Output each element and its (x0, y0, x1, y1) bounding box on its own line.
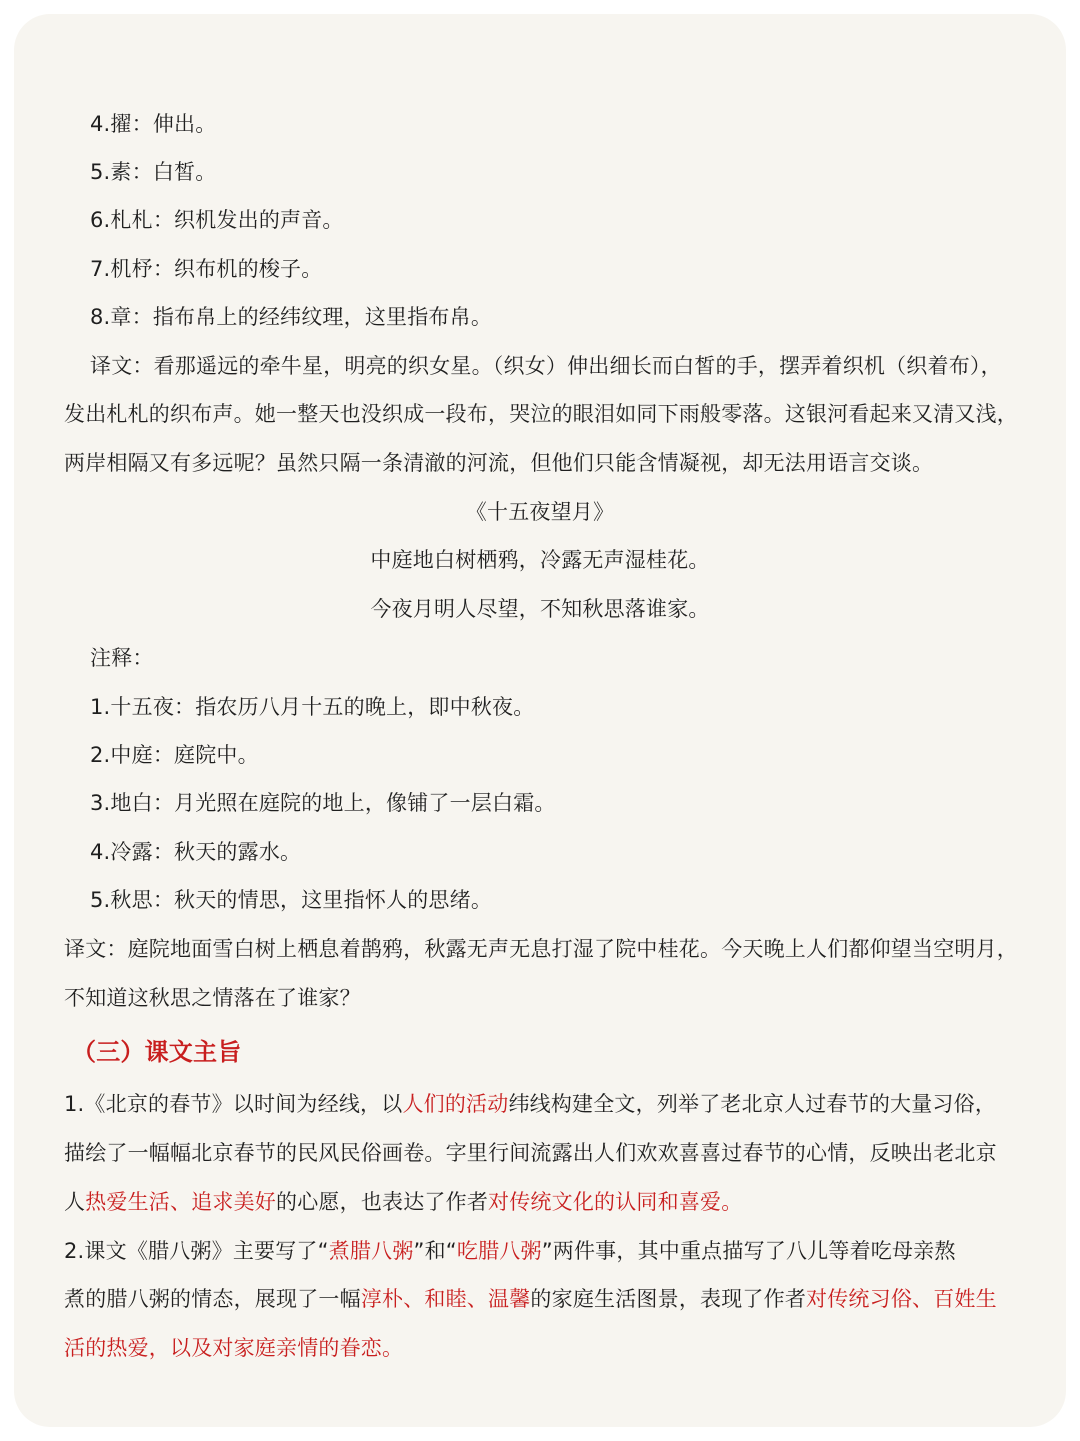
theme-2-text: 的家庭生活图景，表现了作者 (530, 1287, 807, 1311)
translation-b-line-2: 不知道这秋思之情落在了谁家？ (64, 986, 361, 1010)
translation-b-line-1: 译文：庭院地面雪白树上栖息着鹊鸦，秋露无声无息打湿了院中桂花。今天晚上人们都仰望当空明月， (64, 937, 1018, 961)
theme-1-text: 1.《北京的春节》以时间为经线，以 (64, 1092, 403, 1116)
document-page (14, 14, 1066, 1427)
poem-title: 《十五夜望月》 (465, 500, 615, 524)
note-b-5: 5.秋思：秋天的情思，这里指怀人的思绪。 (90, 888, 493, 912)
theme-1-text: 纬线构建全文，列举了老北京人过春节的大量习俗， (508, 1092, 997, 1116)
theme-2-text: 煮的腊八粥的情态，展现了一幅 (64, 1287, 361, 1311)
note-a-5: 5.素：白皙。 (90, 160, 217, 184)
note-b-3: 3.地白：月光照在庭院的地上，像铺了一层白霜。 (90, 791, 556, 815)
translation-a-line-2: 发出札札的织布声。她一整天也没织成一段布，哭泣的眼泪如同下雨般零落。这银河看起来又清又浅， (64, 402, 1018, 426)
note-b-2: 2.中庭：庭院中。 (90, 743, 259, 767)
theme-2-highlight: 吃腊八粥 (456, 1239, 542, 1263)
theme-2-text: 2.课文《腊八粥》主要写了“ (64, 1239, 329, 1263)
translation-a-line-1: 译文：看那遥远的牵牛星，明亮的织女星。（织女）伸出细长而白皙的手，摆弄着织机（织着布）， (90, 354, 1002, 378)
theme-2-line-3: 活的热爱，以及对家庭亲情的眷恋。 (64, 1336, 404, 1360)
theme-2-text: ”和“ (413, 1239, 457, 1263)
poem-line-2: 今夜月明人尽望，不知秋思落谁家。 (370, 597, 710, 621)
theme-2-line-1 (64, 1235, 956, 1265)
theme-2-highlight: 煮腊八粥 (328, 1239, 414, 1263)
theme-1-line-2: 描绘了一幅幅北京春节的民风民俗画卷。字里行间流露出人们欢欢喜喜过春节的心情，反映出老北京 (64, 1141, 997, 1165)
note-a-6: 6.札札：织机发出的声音。 (90, 208, 344, 232)
note-a-4: 4.擢：伸出。 (90, 112, 217, 136)
note-b-4: 4.冷露：秋天的露水。 (90, 840, 302, 864)
theme-1-text: 人 (64, 1190, 86, 1214)
theme-1-highlight: 热爱生活、追求美好 (85, 1190, 277, 1214)
notes-b-label: 注释： (90, 646, 154, 670)
note-a-8: 8.章：指布帛上的经纬纹理，这里指布帛。 (90, 305, 493, 329)
theme-2-line-2 (64, 1283, 997, 1313)
note-a-7: 7.机杼：织布机的梭子。 (90, 257, 323, 281)
theme-1-line-3 (64, 1186, 742, 1216)
theme-1-text: 的心愿，也表达了作者 (276, 1190, 489, 1214)
note-b-1: 1.十五夜：指农历八月十五的晚上，即中秋夜。 (90, 695, 535, 719)
poem-line-1: 中庭地白树栖鸦，冷露无声湿桂花。 (370, 548, 710, 572)
theme-1-line-1 (64, 1088, 996, 1118)
translation-a-line-3: 两岸相隔又有多远呢？虽然只隔一条清澈的河流，但他们只能含情凝视，却无法用语言交谈。 (64, 451, 934, 475)
theme-1-highlight: 人们的活动 (402, 1092, 509, 1116)
theme-1-highlight: 对传统文化的认同和喜爱。 (488, 1190, 743, 1214)
theme-2-text: ”两件事，其中重点描写了八儿等着吃母亲熬 (541, 1239, 956, 1263)
theme-2-highlight: 淳朴、和睦、温馨 (360, 1287, 531, 1311)
section-heading: （三）课文主旨 (72, 1038, 242, 1066)
theme-2-highlight: 对传统习俗、百姓生 (806, 1287, 997, 1311)
